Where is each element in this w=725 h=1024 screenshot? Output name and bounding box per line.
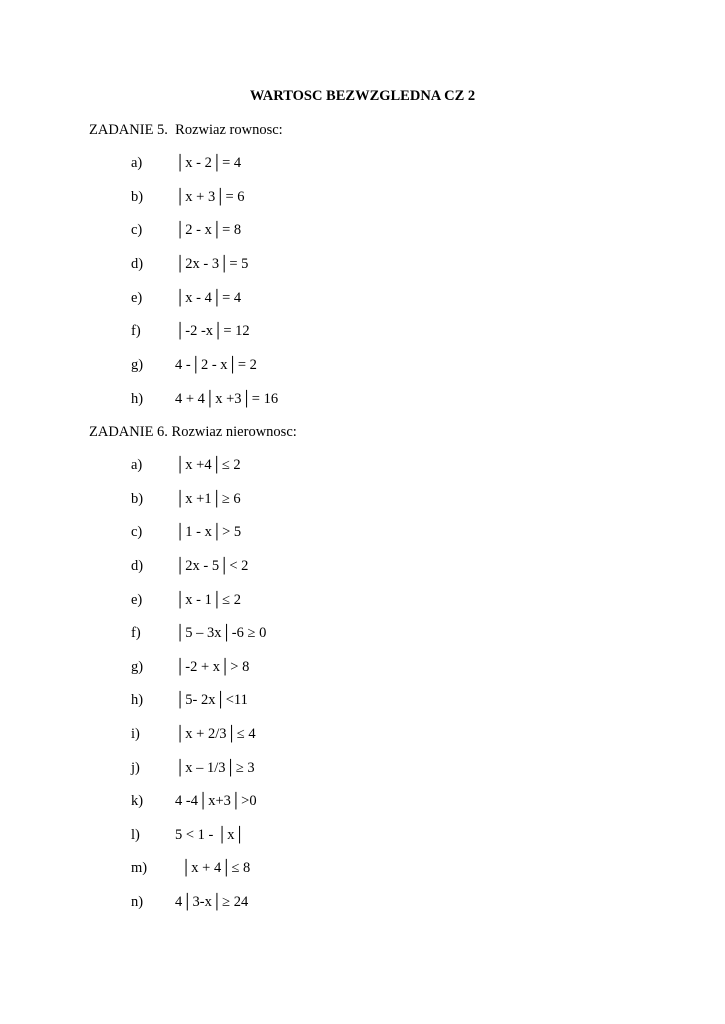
item-expression: │2x - 3│= 5: [175, 256, 249, 272]
item-letter: n): [131, 894, 144, 910]
item-expression: │x + 2/3│≤ 4: [175, 726, 256, 742]
item-letter: g): [131, 659, 144, 675]
item-expression: │x – 1/3│≥ 3: [175, 760, 255, 776]
task-6-item-b: [0, 491, 725, 511]
item-letter: g): [131, 357, 144, 373]
task-6-item-l: [0, 827, 725, 847]
item-letter: k): [131, 793, 144, 809]
item-expression: │-2 + x│> 8: [175, 659, 250, 675]
task-6-item-m: [0, 860, 725, 880]
item-expression: │x + 3│= 6: [175, 189, 245, 205]
task-6-item-e: [0, 592, 725, 612]
item-letter: m): [131, 860, 148, 876]
item-letter: f): [131, 625, 141, 641]
item-expression: │x - 2│= 4: [175, 155, 242, 171]
item-expression: │5 – 3x│-6 ≥ 0: [175, 625, 267, 641]
item-letter: a): [131, 155, 143, 171]
item-letter: a): [131, 457, 143, 473]
task-6-item-d: [0, 558, 725, 578]
task-6-item-j: [0, 760, 725, 780]
item-letter: e): [131, 592, 143, 608]
task-6-item-c: [0, 524, 725, 544]
task-5-heading: ZADANIE 5. Rozwiaz rownosc:: [89, 122, 283, 138]
item-expression: │x +4│≤ 2: [175, 457, 241, 473]
item-expression: │x - 1│≤ 2: [175, 592, 241, 608]
item-expression: │5- 2x│<11: [175, 692, 248, 708]
item-letter: h): [131, 692, 144, 708]
task-5-item-h: [0, 391, 725, 411]
item-expression: 4│3-x│≥ 24: [175, 894, 249, 910]
task-6-item-n: [0, 894, 725, 914]
task-5-item-b: [0, 189, 725, 209]
item-expression: │x +1│≥ 6: [175, 491, 241, 507]
item-letter: c): [131, 222, 143, 238]
task-5-item-e: [0, 290, 725, 310]
task-6-heading: ZADANIE 6. Rozwiaz nierownosc:: [89, 424, 297, 440]
task-5-item-a: [0, 155, 725, 175]
item-expression: 5 < 1 - │x│: [175, 827, 245, 843]
task-5-item-d: [0, 256, 725, 276]
item-letter: l): [131, 827, 140, 843]
item-expression: │2x - 5│< 2: [175, 558, 249, 574]
task-5-item-c: [0, 222, 725, 242]
page-title: WARTOSC BEZWZGLEDNA CZ 2: [249, 88, 476, 104]
item-expression: 4 + 4│x +3│= 16: [175, 391, 279, 407]
item-letter: j): [131, 760, 140, 776]
item-expression: │x + 4│≤ 8: [181, 860, 251, 876]
item-letter: b): [131, 189, 144, 205]
task-6-item-h: [0, 692, 725, 712]
item-expression: │-2 -x│= 12: [175, 323, 250, 339]
item-letter: c): [131, 524, 143, 540]
task-6-item-i: [0, 726, 725, 746]
item-expression: │2 - x│= 8: [175, 222, 242, 238]
item-expression: 4 -│2 - x│= 2: [175, 357, 257, 373]
item-letter: e): [131, 290, 143, 306]
task-6-item-g: [0, 659, 725, 679]
task-6-item-a: [0, 457, 725, 477]
item-letter: d): [131, 558, 144, 574]
item-expression: 4 -4│x+3│>0: [175, 793, 257, 809]
item-letter: d): [131, 256, 144, 272]
item-expression: │x - 4│= 4: [175, 290, 242, 306]
item-letter: h): [131, 391, 144, 407]
item-expression: │1 - x│> 5: [175, 524, 242, 540]
item-letter: f): [131, 323, 141, 339]
task-6-item-f: [0, 625, 725, 645]
item-letter: b): [131, 491, 144, 507]
task-5-item-g: [0, 357, 725, 377]
task-5-item-f: [0, 323, 725, 343]
item-letter: i): [131, 726, 140, 742]
task-6-item-k: [0, 793, 725, 813]
